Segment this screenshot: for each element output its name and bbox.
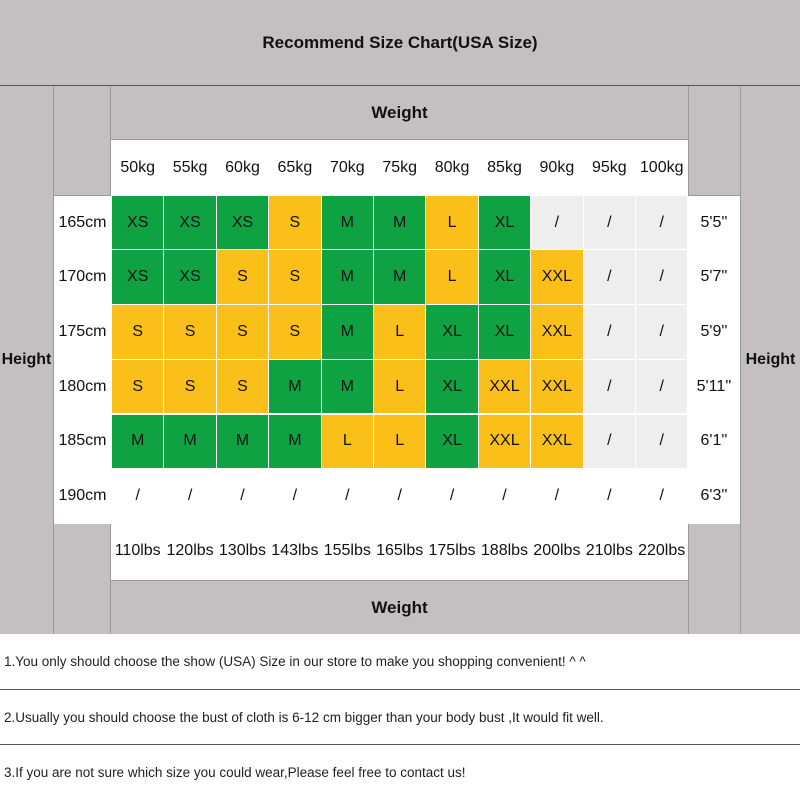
height-ft-cell: 5'11'' (689, 360, 739, 414)
size-cell: / (584, 469, 635, 523)
size-cell: / (584, 415, 635, 469)
size-cell: S (112, 360, 163, 414)
size-cell: / (636, 305, 687, 359)
weight-kg-cell: 60kg (217, 141, 268, 195)
weight-kg-cell: 95kg (584, 141, 635, 195)
weight-kg-cell: 55kg (164, 141, 215, 195)
size-cell: M (374, 250, 425, 304)
size-cell: XS (112, 196, 163, 250)
size-cell: L (322, 415, 373, 469)
size-cell: M (269, 360, 320, 414)
size-cell: / (636, 360, 687, 414)
weight-header-top: Weight (111, 86, 688, 140)
size-cell: S (217, 250, 268, 304)
height-cm-cell: 170cm (55, 250, 110, 304)
size-cell: S (164, 305, 215, 359)
size-cell: / (269, 469, 320, 523)
size-cell: / (217, 469, 268, 523)
size-cell: XS (164, 250, 215, 304)
height-label-left: Height (0, 86, 54, 634)
weight-kg-cell: 50kg (112, 141, 163, 195)
size-cell: S (217, 305, 268, 359)
weight-kg-cell: 100kg (636, 141, 687, 195)
weight-lbs-cell: 130lbs (217, 524, 268, 578)
height-ft-cell: 5'9'' (689, 305, 739, 359)
weight-lbs-cell: 165lbs (374, 524, 425, 578)
height-cm-cell: 175cm (55, 305, 110, 359)
size-cell: M (322, 360, 373, 414)
size-cell: / (636, 196, 687, 250)
size-cell: / (479, 469, 530, 523)
size-cell: S (217, 360, 268, 414)
size-cell: / (374, 469, 425, 523)
weight-kg-cell: 75kg (374, 141, 425, 195)
corner-top-left (54, 86, 111, 196)
size-cell: XXL (479, 415, 530, 469)
size-cell: XXL (531, 305, 582, 359)
size-cell: / (584, 250, 635, 304)
size-cell: M (217, 415, 268, 469)
size-cell: / (322, 469, 373, 523)
size-cell: XXL (531, 360, 582, 414)
note-3: 3.If you are not sure which size you could wear,Please feel free to contact us! (4, 765, 466, 780)
size-cell: L (374, 360, 425, 414)
height-cm-cell: 165cm (55, 196, 110, 250)
size-cell: / (112, 469, 163, 523)
weight-lbs-cell: 120lbs (164, 524, 215, 578)
weight-header-bottom: Weight (111, 580, 688, 634)
size-cell: / (584, 360, 635, 414)
size-cell: S (269, 305, 320, 359)
corner-bottom-right (688, 524, 740, 634)
weight-lbs-cell: 155lbs (322, 524, 373, 578)
size-cell: S (269, 250, 320, 304)
size-cell: M (269, 415, 320, 469)
size-cell: / (636, 415, 687, 469)
size-cell: XL (426, 305, 477, 359)
size-cell: L (374, 415, 425, 469)
size-cell: XS (217, 196, 268, 250)
size-chart-table (0, 86, 800, 634)
size-cell: XL (426, 415, 477, 469)
size-cell: XL (426, 360, 477, 414)
size-cell: / (636, 250, 687, 304)
weight-lbs-cell: 220lbs (636, 524, 687, 578)
size-cell: / (584, 305, 635, 359)
size-cell: XXL (531, 250, 582, 304)
size-cell: L (426, 250, 477, 304)
corner-top-right (688, 86, 740, 196)
weight-lbs-cell: 110lbs (112, 524, 163, 578)
weight-kg-cell: 80kg (426, 141, 477, 195)
height-cm-cell: 180cm (55, 360, 110, 414)
height-ft-cell: 6'3'' (689, 469, 739, 523)
height-label-right: Height (740, 86, 800, 634)
size-cell: L (426, 196, 477, 250)
size-cell: M (322, 250, 373, 304)
height-ft-cell: 5'5'' (689, 196, 739, 250)
notes-section (0, 634, 800, 800)
size-cell: XL (479, 305, 530, 359)
weight-lbs-cell: 143lbs (269, 524, 320, 578)
height-ft-cell: 6'1'' (689, 415, 739, 469)
weight-lbs-cell: 188lbs (479, 524, 530, 578)
weight-lbs-cell: 175lbs (426, 524, 477, 578)
size-cell: M (112, 415, 163, 469)
size-cell: XL (479, 196, 530, 250)
size-cell: M (164, 415, 215, 469)
size-cell: XL (479, 250, 530, 304)
size-cell: S (112, 305, 163, 359)
size-cell: XXL (479, 360, 530, 414)
chart-title: Recommend Size Chart(USA Size) (0, 0, 800, 86)
note-1: 1.You only should choose the show (USA) Size in our store to make you shopping convenient! ^ ^ (0, 634, 800, 690)
size-cell: / (164, 469, 215, 523)
size-cell: / (636, 469, 687, 523)
note-2: 2.Usually you should choose the bust of cloth is 6-12 cm bigger than your body bust ,It would fit well. (0, 690, 800, 745)
size-cell: M (322, 196, 373, 250)
weight-kg-cell: 70kg (322, 141, 373, 195)
height-ft-cell: 5'7'' (689, 250, 739, 304)
weight-kg-cell: 65kg (269, 141, 320, 195)
weight-lbs-cell: 200lbs (531, 524, 582, 578)
height-cm-cell: 185cm (55, 415, 110, 469)
size-cell: S (269, 196, 320, 250)
size-cell: XXL (531, 415, 582, 469)
weight-lbs-cell: 210lbs (584, 524, 635, 578)
size-cell: S (164, 360, 215, 414)
size-cell: L (374, 305, 425, 359)
corner-bottom-left (54, 524, 111, 634)
size-cell: / (584, 196, 635, 250)
weight-kg-cell: 85kg (479, 141, 530, 195)
size-cell: / (531, 469, 582, 523)
size-cell: M (322, 305, 373, 359)
height-cm-cell: 190cm (55, 469, 110, 523)
weight-kg-cell: 90kg (531, 141, 582, 195)
size-cell: XS (164, 196, 215, 250)
size-cell: M (374, 196, 425, 250)
size-cell: XS (112, 250, 163, 304)
size-cell: / (426, 469, 477, 523)
size-cell: / (531, 196, 582, 250)
